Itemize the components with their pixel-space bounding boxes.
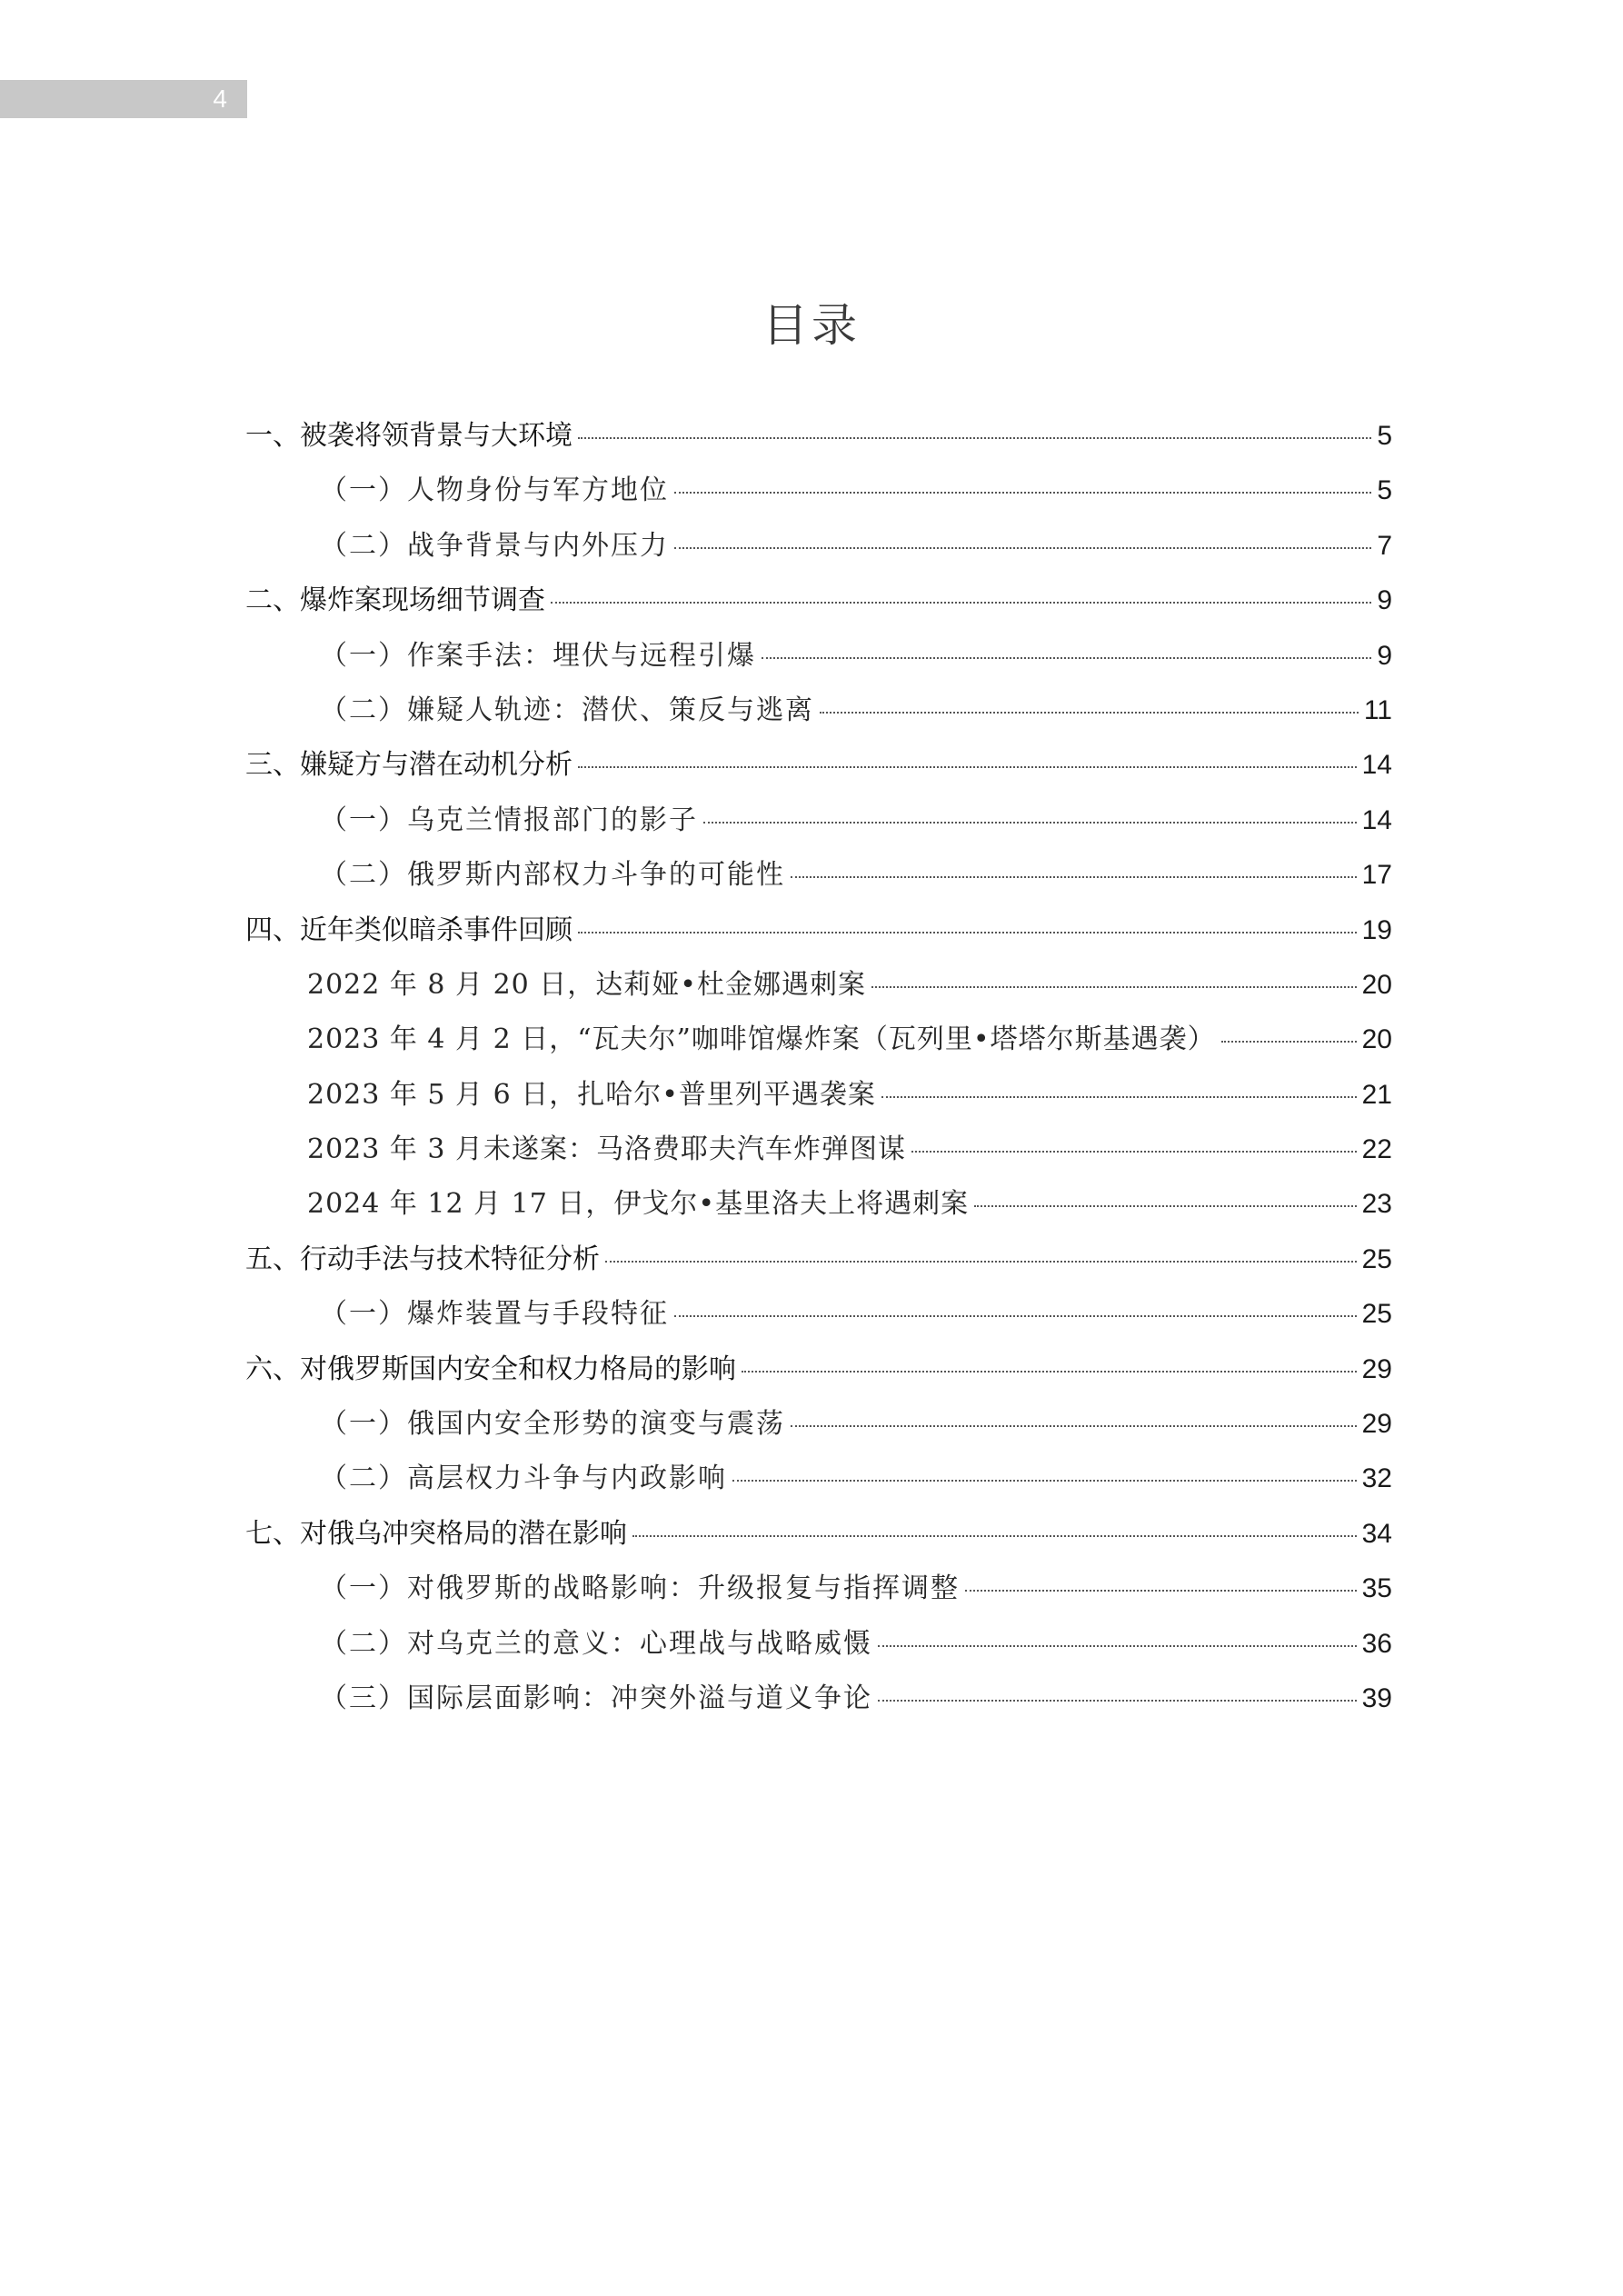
toc-entry-page-number: 9: [1377, 585, 1392, 616]
dot-leader: [878, 1645, 1357, 1647]
toc-entry-page-number: 7: [1377, 530, 1392, 561]
toc-entry[interactable]: [245, 1514, 1392, 1569]
toc-entry-title: 六、对俄罗斯国内安全和权力格局的影响: [245, 1353, 736, 1385]
dot-leader: [551, 602, 1371, 604]
dot-leader: [881, 1096, 1357, 1098]
toc-entry-page-number: 21: [1361, 1079, 1392, 1110]
toc-entry-page-number: 14: [1361, 750, 1392, 781]
toc-entry[interactable]: [245, 855, 1392, 910]
dot-leader: [578, 766, 1357, 768]
toc-entry-title: 四、近年类似暗杀事件回顾: [245, 913, 573, 946]
toc-entry[interactable]: [245, 801, 1392, 855]
toc-entry-page-number: 39: [1361, 1682, 1392, 1713]
toc-entry-page-number: 5: [1377, 421, 1392, 451]
dot-leader: [742, 1371, 1357, 1373]
dot-leader: [703, 822, 1357, 824]
dot-leader: [791, 1425, 1357, 1427]
toc-entry-page-number: 17: [1361, 860, 1392, 891]
dot-leader: [871, 986, 1357, 988]
toc-entry[interactable]: [245, 1294, 1392, 1349]
dot-leader: [878, 1700, 1357, 1702]
toc-entry[interactable]: [245, 1020, 1392, 1074]
toc-entry-title: （一）人物身份与军方地位: [320, 474, 669, 507]
toc-entry-title: （二）高层权力斗争与内政影响: [320, 1462, 727, 1495]
dot-leader: [974, 1205, 1357, 1207]
toc-entry-title: （二）战争背景与内外压力: [320, 529, 669, 562]
dot-leader: [1221, 1041, 1357, 1043]
dot-leader: [578, 437, 1371, 439]
toc-entry-page-number: 9: [1377, 640, 1392, 671]
toc-entry[interactable]: [245, 1459, 1392, 1513]
toc-entry-title: （一）作案手法：埋伏与远程引爆: [320, 639, 756, 672]
page-number: 4: [213, 85, 227, 113]
toc-entry-title: 2024 年 12 月 17 日，伊戈尔•基里洛夫上将遇刺案: [307, 1188, 970, 1221]
toc-entry[interactable]: [245, 1130, 1392, 1184]
toc-entry[interactable]: [245, 1350, 1392, 1404]
toc-entry-title: （二）对乌克兰的意义：心理战与战略威慑: [320, 1627, 872, 1660]
toc-entry-title: 2022 年 8 月 20 日，达莉娅•杜金娜遇刺案: [307, 968, 866, 1001]
toc-entry[interactable]: [245, 691, 1392, 745]
toc-entry[interactable]: [245, 1404, 1392, 1459]
toc-entry-page-number: 20: [1361, 1024, 1392, 1055]
toc-entry[interactable]: [245, 416, 1392, 471]
toc-entry[interactable]: [245, 911, 1392, 965]
toc-entry[interactable]: [245, 965, 1392, 1020]
toc-entry-title: （一）对俄罗斯的战略影响：升级报复与指挥调整: [320, 1572, 960, 1605]
toc-entry[interactable]: [245, 1075, 1392, 1130]
toc-entry-title: 三、嫌疑方与潜在动机分析: [245, 749, 573, 782]
dot-leader: [965, 1590, 1357, 1592]
toc-entry[interactable]: [245, 1569, 1392, 1623]
toc-entry-title: 2023 年 3 月未遂案：马洛费耶夫汽车炸弹图谋: [307, 1133, 907, 1166]
toc-title: 目录: [762, 299, 861, 352]
toc-entry-title: 二、爆炸案现场细节调查: [245, 584, 545, 617]
dot-leader: [632, 1535, 1357, 1537]
table-of-contents: [245, 416, 1392, 1733]
toc-entry-title: 五、行动手法与技术特征分析: [245, 1243, 600, 1275]
toc-entry[interactable]: [245, 1679, 1392, 1733]
dot-leader: [605, 1261, 1357, 1263]
dot-leader: [578, 932, 1357, 933]
toc-entry-page-number: 20: [1361, 969, 1392, 1000]
toc-entry[interactable]: [245, 1624, 1392, 1679]
toc-entry-page-number: 19: [1361, 914, 1392, 945]
toc-entry[interactable]: [245, 636, 1392, 691]
toc-entry-page-number: 29: [1361, 1353, 1392, 1384]
toc-entry-page-number: 22: [1361, 1134, 1392, 1165]
toc-entry-page-number: 11: [1363, 694, 1392, 725]
toc-entry-title: （三）国际层面影响：冲突外溢与道义争论: [320, 1682, 872, 1714]
toc-entry-page-number: 14: [1361, 804, 1392, 835]
toc-entry[interactable]: [245, 581, 1392, 635]
toc-entry-title: （二）嫌疑人轨迹：潜伏、策反与逃离: [320, 694, 814, 726]
toc-entry[interactable]: [245, 745, 1392, 800]
toc-entry[interactable]: [245, 1184, 1392, 1239]
toc-entry[interactable]: [245, 471, 1392, 525]
toc-entry-title: 2023 年 5 月 6 日，扎哈尔•普里列平遇袭案: [307, 1078, 876, 1111]
dot-leader: [674, 547, 1371, 549]
dot-leader: [820, 712, 1359, 714]
toc-entry-page-number: 35: [1361, 1573, 1392, 1604]
toc-entry[interactable]: [245, 526, 1392, 581]
toc-entry-page-number: 34: [1361, 1518, 1392, 1549]
toc-entry-page-number: 36: [1361, 1628, 1392, 1659]
dot-leader: [911, 1151, 1357, 1153]
page-number-bar: [0, 80, 247, 118]
toc-entry-page-number: 32: [1361, 1463, 1392, 1494]
toc-entry-title: 一、被袭将领背景与大环境: [245, 420, 573, 452]
dot-leader: [732, 1480, 1357, 1482]
dot-leader: [791, 876, 1357, 878]
toc-entry-title: （二）俄罗斯内部权力斗争的可能性: [320, 859, 785, 892]
toc-entry-title: 七、对俄乌冲突格局的潜在影响: [245, 1517, 627, 1550]
dot-leader: [762, 657, 1371, 659]
toc-entry[interactable]: [245, 1240, 1392, 1294]
toc-entry-title: （一）爆炸装置与手段特征: [320, 1298, 669, 1331]
toc-entry-page-number: 25: [1361, 1299, 1392, 1330]
toc-entry-page-number: 29: [1361, 1409, 1392, 1440]
toc-entry-page-number: 25: [1361, 1243, 1392, 1274]
toc-entry-title: （一）俄国内安全形势的演变与震荡: [320, 1408, 785, 1441]
toc-entry-page-number: 23: [1361, 1189, 1392, 1220]
dot-leader: [674, 492, 1371, 494]
toc-entry-page-number: 5: [1377, 475, 1392, 506]
toc-entry-title: （一）乌克兰情报部门的影子: [320, 804, 698, 836]
toc-entry-title: 2023 年 4 月 2 日，“瓦夫尔”咖啡馆爆炸案（瓦列里•塔塔尔斯基遇袭）: [307, 1023, 1216, 1056]
dot-leader: [674, 1315, 1357, 1317]
